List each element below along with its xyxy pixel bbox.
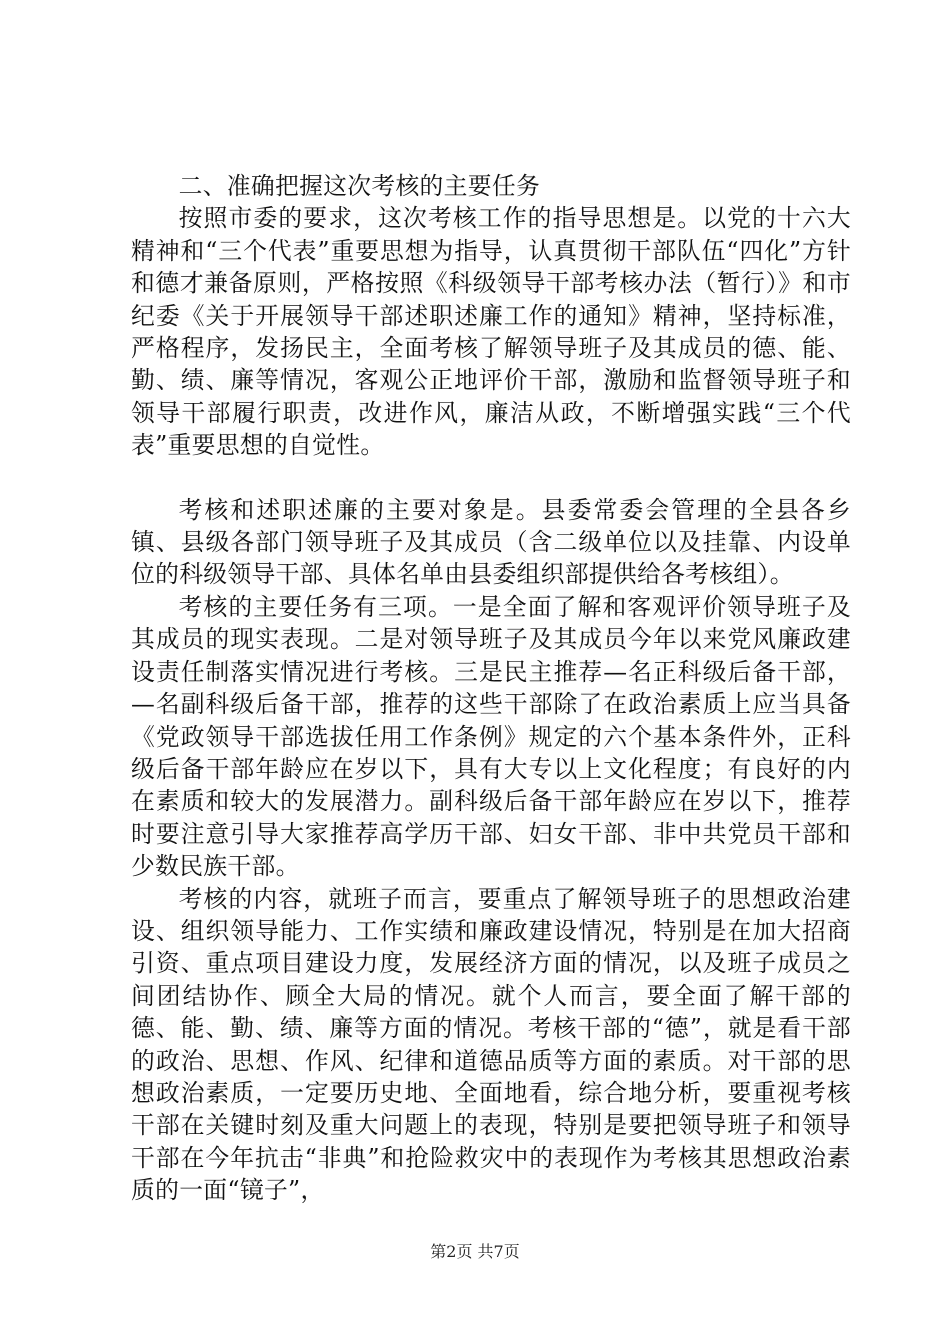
paragraph-guiding-thought: 按照市委的要求，这次考核工作的指导思想是。以党的十六大精神和“三个代表”重要思想为指导，认真贯彻干部队伍“四化”方针和德才兼备原则，严格按照《科级领导干部考核办法（暂行）》和市纪委《关于开展领导干部述职述廉工作的通知》精神，坚持标准，严格程序，发扬民主，全面考核了解领导班子及其成员的德、能、勤、绩、廉等情况，客观公正地评价干部，激励和监督领导班子和领导干部履行职责，改进作风，廉洁从政，不断增强实践“三个代表”重要思想的自觉性。 bbox=[131, 204, 851, 460]
paragraph-assessment-targets: 考核和述职述廉的主要对象是。县委常委会管理的全县各乡镇、县级各部门领导班子及其成员（含二级单位以及挂靠、内设单位的科级领导干部、具体名单由县委组织部提供给各考核组）。 bbox=[131, 495, 851, 589]
section-heading: 二、准确把握这次考核的主要任务 bbox=[178, 172, 541, 200]
paragraph-spacer bbox=[131, 462, 851, 494]
page-footer: 第2页 共7页 bbox=[430, 1242, 520, 1261]
document-body bbox=[131, 170, 851, 1207]
paragraph-assessment-content: 考核的内容，就班子而言，要重点了解领导班子的思想政治建设、组织领导能力、工作实绩和廉政建设情况，特别是在加大招商引资、重点项目建设力度，发展经济方面的情况，以及班子成员之间团结协作、顾全大局的情况。就个人而言，要全面了解干部的德、能、勤、绩、廉等方面的情况。考核干部的“德”，就是看干部的政治、思想、作风、纪律和道德品质等方面的素质。对干部的思想政治素质，一定要历史地、全面地看，综合地分析，要重视考核干部在关键时刻及重大问题上的表现，特别是要把领导班子和领导干部在今年抗击“非典”和抢险救灾中的表现作为考核其思想政治素质的一面“镜子”， bbox=[131, 884, 851, 1205]
paragraph-main-tasks: 考核的主要任务有三项。一是全面了解和客观评价领导班子及其成员的现实表现。二是对领导班子及其成员今年以来党风廉政建设责任制落实情况进行考核。三是民主推荐—名正科级后备干部，—名副科级后备干部，推荐的这些干部除了在政治素质上应当具备《党政领导干部选拔任用工作条例》规定的六个基本条件外，正科级后备干部年龄应在岁以下，具有大专以上文化程度；有良好的内在素质和较大的发展潜力。副科级后备干部年龄应在岁以下，推荐时要注意引导大家推荐高学历干部、妇女干部、非中共党员干部和少数民族干部。 bbox=[131, 592, 851, 881]
